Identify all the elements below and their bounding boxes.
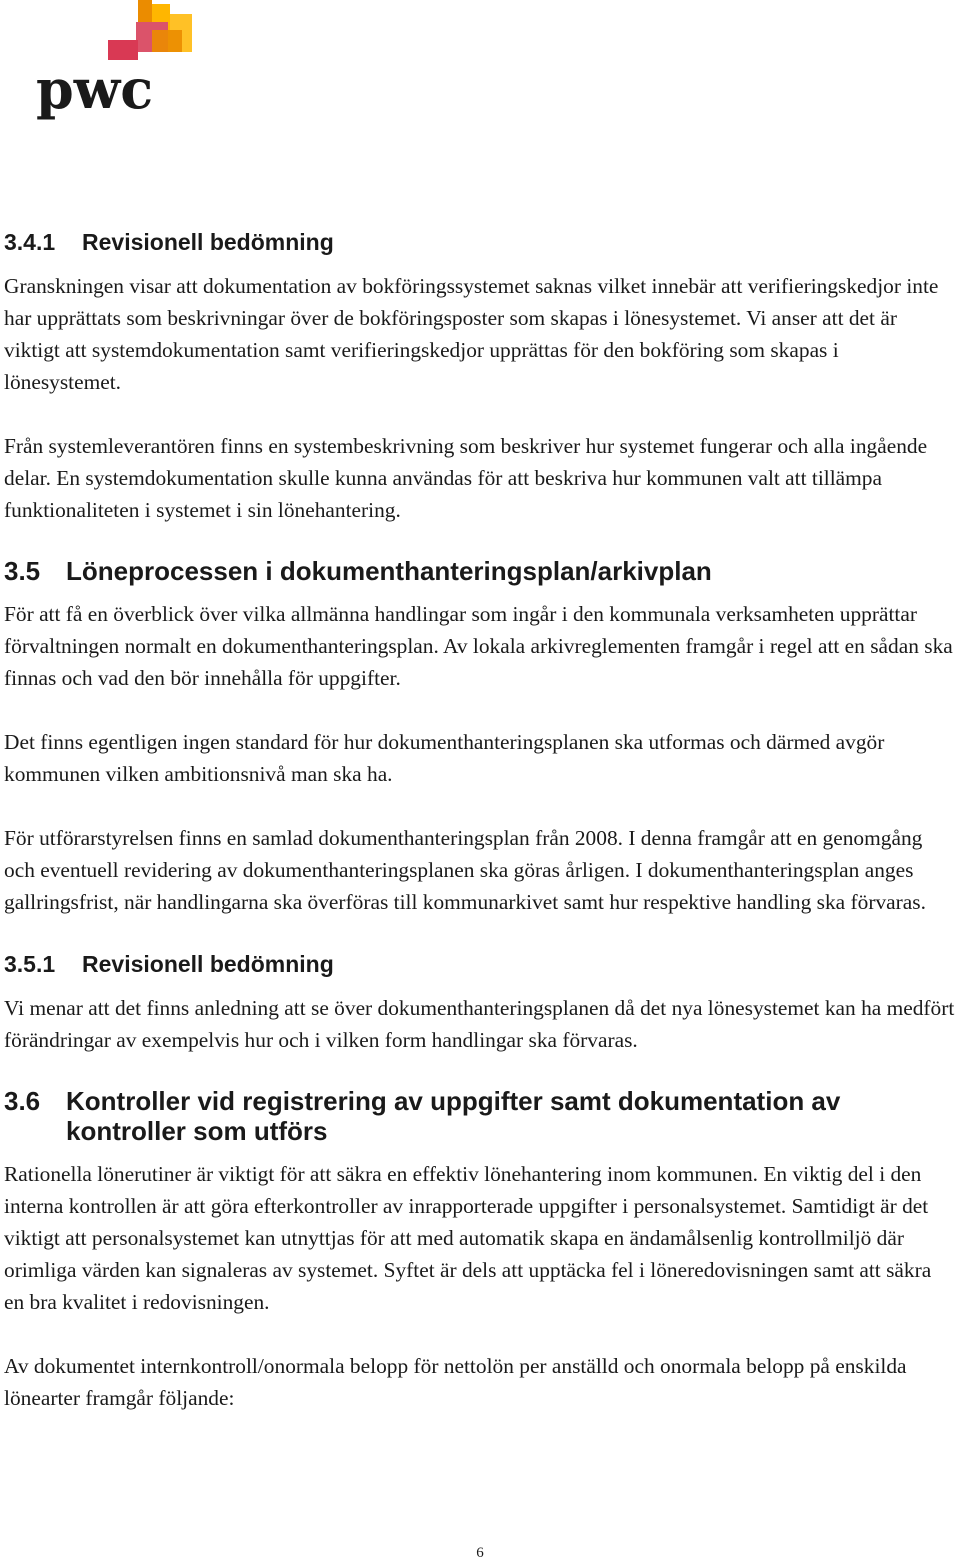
section-title: Kontroller vid registrering av uppgifter samt dokumentation av kontroller som utförs bbox=[66, 1086, 841, 1146]
section-title: Revisionell bedömning bbox=[82, 229, 334, 255]
paragraph: Det finns egentligen ingen standard för hur dokumenthanteringsplanen ska utformas och därmed avgör kommunen vilken ambitionsnivå man ska ha. bbox=[4, 730, 885, 786]
paragraph: För utförarstyrelsen finns en samlad dokumenthanteringsplan från 2008. I denna framgår att en genomgång och eventuell revidering av dokumenthanteringsplanen ska göras årligen. I dokumenthanteringsplan anges gallringsfrist, när handlingarna ska överföras till kommunarkivet samt hur respektive handling ska förvaras. bbox=[4, 826, 926, 914]
section-heading bbox=[4, 1086, 956, 1146]
paragraph: För att få en överblick över vilka allmänna handlingar som ingår i den kommunala verksamheten upprättar förvaltningen normalt en dokumenthanteringsplan. Av lokala arkivreglementen framgår i regel att en sådan ska finnas och vad den bör innehålla för uppgifter. bbox=[4, 602, 953, 690]
section-heading bbox=[4, 226, 956, 258]
paragraph: Från systemleverantören finns en systembeskrivning som beskriver hur systemet fungerar och alla ingående delar. En systemdokumentation skulle kunna användas för att beskriva hur kommunen valt att tillämpa funktionaliteten i systemet i sin lönehantering. bbox=[4, 434, 928, 522]
pwc-logo bbox=[36, 0, 196, 124]
section-number: 3.4.1 bbox=[4, 229, 56, 255]
section-title: Löneprocessen i dokumenthanteringsplan/arkivplan bbox=[66, 556, 712, 586]
section-title: Revisionell bedömning bbox=[82, 951, 334, 977]
section-heading bbox=[4, 556, 956, 586]
document-body bbox=[4, 226, 956, 1446]
section-number: 3.6 bbox=[4, 1086, 41, 1116]
page-number: 6 bbox=[476, 1545, 484, 1561]
section-number: 3.5.1 bbox=[4, 951, 56, 977]
paragraph: Rationella lönerutiner är viktigt för att säkra en effektiv lönehantering inom kommunen. En viktig del i den interna kontrollen är att göra efterkontroller av inrapporterade uppgifter i personalsystemet. Samtidigt är det viktigt att personalsystemet kan utnyttjas för att med automatik skapa en ändamålsenlig kontrollmiljö där orimliga värden kan signaleras av systemet. Syftet är dels att upptäcka fel i löneredovisningen samt att säkra en bra kvalitet i redovisningen. bbox=[4, 1162, 932, 1314]
svg-text:pwc: pwc bbox=[36, 57, 154, 121]
paragraph: Granskningen visar att dokumentation av bokföringssystemet saknas vilket innebär att verifieringskedjor inte har upprättats som beskrivningar över de bokföringsposter som skapas i lönesystemet. Vi anser att det är viktigt att systemdokumentation samt verifieringskedjor upprättas för den bokföring som skapas i lönesystemet. bbox=[4, 274, 939, 394]
paragraph: Av dokumentet internkontroll/onormala belopp för nettolön per anställd och onormala belopp på enskilda lönearter framgår följande: bbox=[4, 1354, 907, 1410]
section-number: 3.5 bbox=[4, 556, 41, 586]
paragraph: Vi menar att det finns anledning att se över dokumenthanteringsplanen då det nya lönesystemet kan ha medfört förändringar av exempelvis hur och i vilken form handlingar ska förvaras. bbox=[4, 996, 955, 1052]
section-heading bbox=[4, 948, 956, 980]
